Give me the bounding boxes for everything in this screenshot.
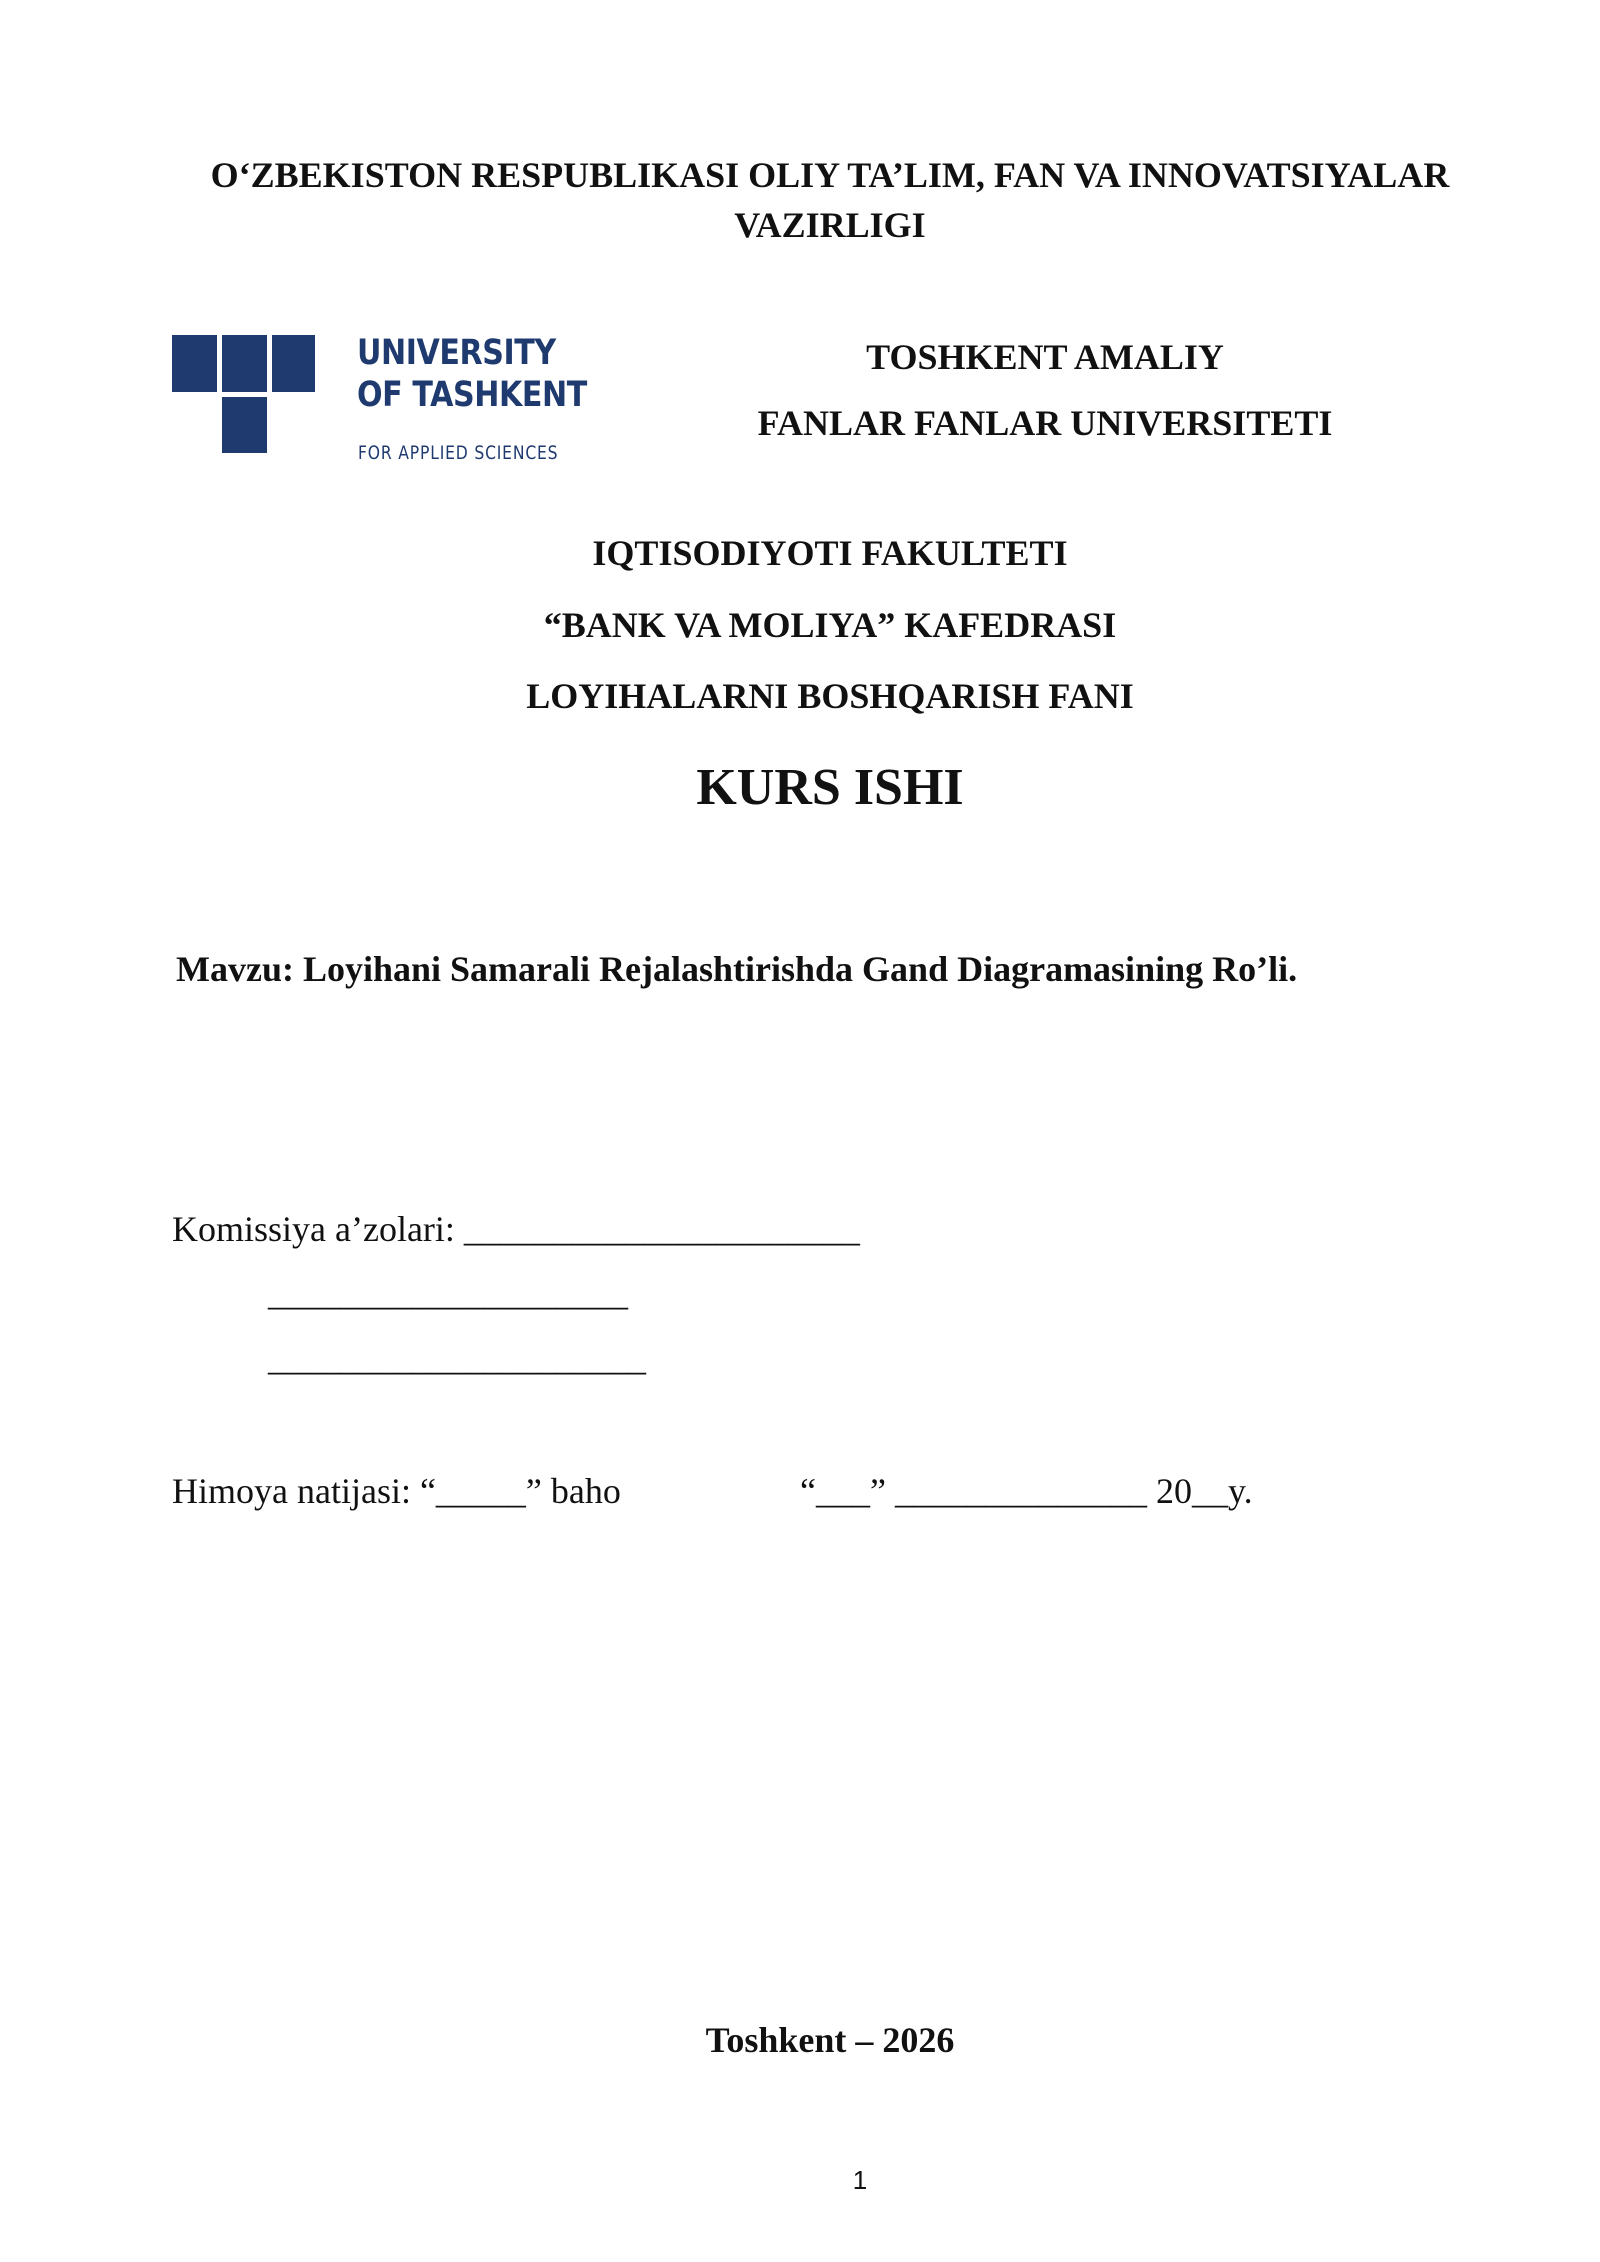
document-type-title: KURS ISHI — [696, 759, 964, 816]
defense-result: Himoya natijasi: “_____” baho — [172, 1471, 621, 1511]
logo-square-4 — [222, 397, 267, 453]
page-number: 1 — [852, 2165, 868, 2195]
university-name-line-2: FANLAR FANLAR UNIVERSITETI — [757, 403, 1333, 443]
department-name: “BANK VA MOLIYA” KAFEDRASI — [543, 605, 1117, 645]
ministry-line-2: VAZIRLIGI — [734, 205, 926, 245]
commission-label: Komissiya a’zolari: ______________________ — [172, 1209, 860, 1249]
logo-square-3 — [272, 335, 315, 392]
ministry-line-1: O‘ZBEKISTON RESPUBLIKASI OLIY TA’LIM, FAN VA INNOVATSIYALAR — [210, 155, 1450, 195]
logo-text-applied-sciences: FOR APPLIED SCIENCES — [358, 442, 559, 464]
subject-name: LOYIHALARNI BOSHQARISH FANI — [526, 676, 1134, 716]
ministry-heading — [160, 150, 1500, 250]
defense-date: “___” ______________ 20__y. — [800, 1471, 1253, 1511]
logo-square-2 — [222, 335, 267, 392]
commission-blank-3: _____________________ — [268, 1338, 646, 1378]
topic-line: Mavzu: Loyihani Samarali Rejalashtirishda Gand Diagramasining Ro’li. — [176, 949, 1298, 989]
logo-square-1 — [172, 335, 217, 392]
university-logo — [172, 335, 592, 465]
city-year: Toshkent – 2026 — [705, 2020, 955, 2060]
faculty-name: IQTISODIYOTI FAKULTETI — [592, 533, 1068, 573]
university-name-line-1: TOSHKENT AMALIY — [866, 337, 1224, 377]
logo-text-university: UNIVERSITY — [357, 333, 556, 373]
commission-blank-2: ____________________ — [268, 1273, 628, 1313]
logo-text-of-tashkent: OF TASHKENT — [357, 375, 587, 415]
